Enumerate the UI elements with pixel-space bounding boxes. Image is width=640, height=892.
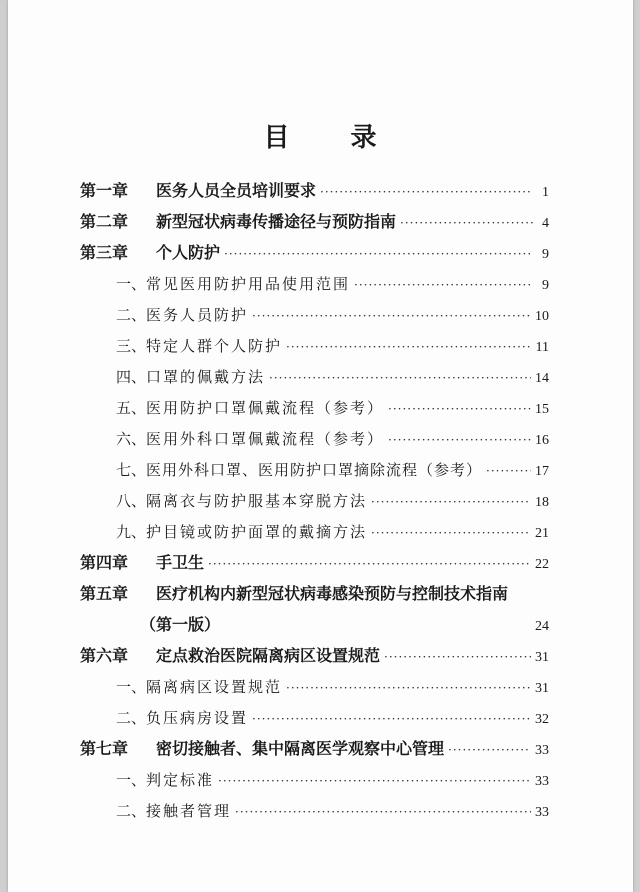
- section-number: 二、: [116, 802, 147, 820]
- page-number: 9: [542, 247, 549, 262]
- dot-leader: [269, 366, 531, 390]
- section-title: 常见医用防护用品使用范围: [146, 275, 351, 293]
- dot-leader: [388, 428, 531, 452]
- toc-chapter-1[interactable]: [80, 179, 549, 203]
- section-title: 判定标准: [146, 771, 215, 789]
- section-number: 七、: [116, 461, 147, 479]
- page-number: 1: [542, 185, 549, 200]
- dot-leader: [384, 645, 531, 669]
- chapter-title: 手卫生: [156, 553, 205, 572]
- toc-chapter-5[interactable]: [80, 582, 549, 606]
- toc-section-3-4[interactable]: [116, 365, 549, 389]
- section-title: 护目镜或防护面罩的戴摘方法: [146, 523, 368, 541]
- toc-section-3-9[interactable]: [116, 520, 549, 544]
- section-title: 医务人员防护: [146, 306, 249, 324]
- section-title: 负压病房设置: [146, 709, 249, 727]
- section-title: 特定人群个人防护: [146, 337, 283, 355]
- dot-leader: [388, 397, 531, 421]
- chapter-label: 第四章: [80, 553, 129, 572]
- dot-leader: [235, 800, 531, 824]
- toc-chapter-7[interactable]: [80, 737, 549, 761]
- toc-section-6-2[interactable]: [116, 706, 549, 730]
- chapter-label: 第六章: [80, 646, 129, 665]
- page-number: 33: [535, 774, 549, 789]
- toc-section-3-2[interactable]: [116, 303, 549, 327]
- chapter-label: 第二章: [80, 212, 129, 231]
- toc-section-6-1[interactable]: [116, 675, 549, 699]
- toc-title: 目 录: [263, 123, 403, 153]
- section-number: 八、: [116, 492, 147, 510]
- chapter-label: 第三章: [80, 243, 129, 262]
- chapter-label: 第一章: [80, 181, 129, 200]
- chapter-title: 新型冠状病毒传播途径与预防指南: [156, 212, 397, 231]
- toc-chapter-6[interactable]: [80, 644, 549, 668]
- page-number: 31: [535, 681, 549, 696]
- dot-leader: [320, 180, 533, 204]
- section-number: 六、: [116, 430, 147, 448]
- toc-section-3-7[interactable]: [116, 458, 549, 482]
- dot-leader: [286, 676, 531, 700]
- page-number: 10: [535, 309, 549, 324]
- dot-leader: [252, 304, 531, 328]
- toc-section-3-5[interactable]: [116, 396, 549, 420]
- section-title: 口罩的佩戴方法: [146, 368, 266, 386]
- dot-leader: [486, 459, 531, 483]
- dot-leader: [252, 707, 531, 731]
- section-number: 四、: [116, 368, 147, 386]
- chapter-title: 个人防护: [156, 243, 221, 262]
- dot-leader: [448, 738, 531, 762]
- page-number: 32: [535, 712, 549, 727]
- section-number: 九、: [116, 523, 147, 541]
- section-title: 接触者管理: [146, 802, 232, 820]
- dot-leader: [354, 273, 533, 297]
- section-number: 二、: [116, 306, 147, 324]
- section-title: 医用防护口罩佩戴流程（参考）: [146, 399, 385, 417]
- section-title: 医用外科口罩、医用防护口罩摘除流程（参考）: [146, 461, 483, 479]
- toc-section-3-1[interactable]: [116, 272, 549, 296]
- dot-leader: [371, 490, 531, 514]
- section-number: 一、: [116, 275, 147, 293]
- toc-section-7-2[interactable]: [116, 799, 549, 823]
- page-number: 9: [542, 278, 549, 293]
- chapter-title: 定点救治医院隔离病区设置规范: [156, 646, 381, 665]
- section-number: 五、: [116, 399, 147, 417]
- page-number: 14: [535, 371, 549, 386]
- section-number: 一、: [116, 678, 147, 696]
- section-number: 三、: [116, 337, 147, 355]
- page-number: 21: [535, 526, 549, 541]
- page-number: 31: [535, 650, 549, 665]
- page-number: 18: [535, 495, 549, 510]
- section-title: 隔离病区设置规范: [146, 678, 283, 696]
- toc-section-3-6[interactable]: [116, 427, 549, 451]
- section-number: 一、: [116, 771, 147, 789]
- page-number: 24: [535, 619, 549, 634]
- page-number: 11: [535, 340, 549, 355]
- dot-leader: [400, 211, 533, 235]
- dot-leader: [208, 552, 531, 576]
- section-title: 隔离衣与防护服基本穿脱方法: [146, 492, 368, 510]
- chapter-title: 医疗机构内新型冠状病毒感染预防与控制技术指南: [156, 584, 509, 603]
- toc-section-3-3[interactable]: [116, 334, 549, 358]
- section-title: 医用外科口罩佩戴流程（参考）: [146, 430, 385, 448]
- toc-chapter-2[interactable]: [80, 210, 549, 234]
- dot-leader: [371, 521, 531, 545]
- dot-leader: [286, 335, 532, 359]
- toc-chapter-3[interactable]: [80, 241, 549, 265]
- page-number: 4: [542, 216, 549, 231]
- toc-chapter-4[interactable]: [80, 551, 549, 575]
- page-number: 33: [535, 743, 549, 758]
- page-number: 33: [535, 805, 549, 820]
- chapter-title-continuation: （第一版）: [140, 615, 221, 634]
- page-number: 22: [535, 557, 549, 572]
- toc-section-7-1[interactable]: [116, 768, 549, 792]
- page-number: 15: [535, 402, 549, 417]
- page-number: 17: [535, 464, 549, 479]
- dot-leader: [224, 242, 533, 266]
- section-number: 二、: [116, 709, 147, 727]
- chapter-label: 第五章: [80, 584, 129, 603]
- chapter-title: 密切接触者、集中隔离医学观察中心管理: [156, 739, 445, 758]
- toc-section-3-8[interactable]: [116, 489, 549, 513]
- chapter-label: 第七章: [80, 739, 129, 758]
- chapter-title: 医务人员全员培训要求: [156, 181, 317, 200]
- toc-chapter-5-continuation[interactable]: [140, 613, 549, 637]
- dot-leader: [218, 769, 531, 793]
- page-number: 16: [535, 433, 549, 448]
